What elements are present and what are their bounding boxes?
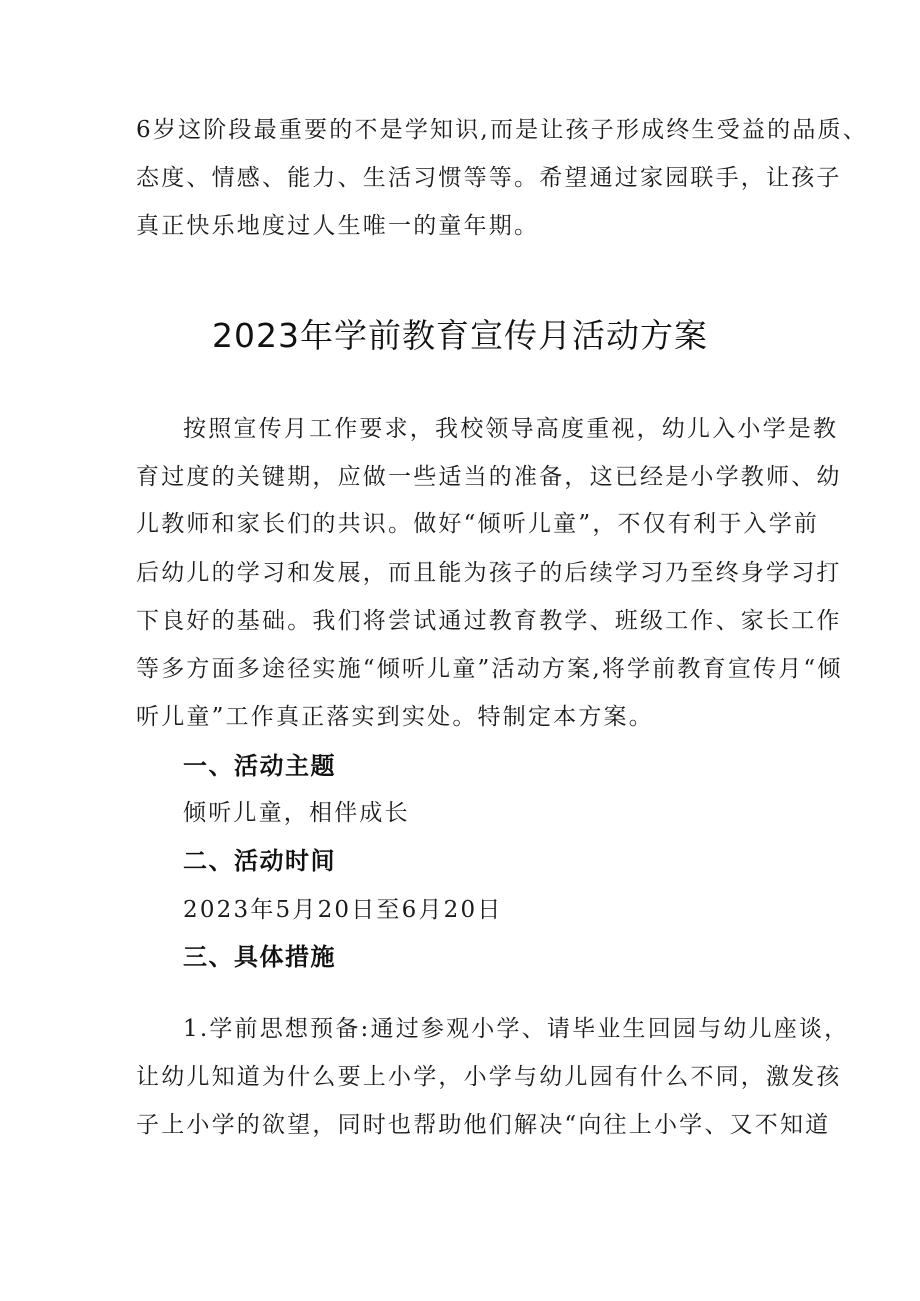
intro-line: 真正快乐地度过人生唯一的童年期。	[136, 213, 540, 239]
intro-line: 6岁这阶段最重要的不是学知识,而是让孩子形成终生受益的品质、	[136, 117, 868, 143]
body-line: 按照宣传月工作要求，我校领导高度重视，幼儿入小学是教	[183, 416, 839, 442]
measures-line: 1.学前思想预备:通过参观小学、请毕业生回园与幼儿座谈，	[183, 1016, 850, 1042]
body-line: 等多方面多途径实施“倾听儿童”活动方案,将学前教育宣传月“倾	[136, 656, 843, 682]
body-line: 下良好的基础。我们将尝试通过教育教学、班级工作、家长工作	[136, 608, 842, 634]
section-heading-measures: 三、具体措施	[183, 943, 336, 971]
document-title: 2023年学前教育宣传月活动方案	[212, 316, 708, 355]
section-heading-theme: 一、活动主题	[183, 752, 336, 780]
intro-line: 态度、情感、能力、生活习惯等等。希望通过家园联手，让孩子	[136, 165, 842, 191]
body-line: 听儿童”工作真正落实到实处。特制定本方案。	[136, 704, 654, 730]
section-content-theme: 倾听儿童，相伴成长	[183, 800, 410, 826]
section-heading-time: 二、活动时间	[183, 847, 336, 875]
body-line: 后幼儿的学习和发展，而且能为孩子的后续学习乃至终身学习打	[136, 560, 842, 586]
body-line: 儿教师和家长们的共识。做好“倾听儿童”，不仅有利于入学前	[136, 511, 820, 537]
section-content-time: 2023年5月20日至6月20日	[183, 897, 503, 923]
measures-line: 让幼儿知道为什么要上小学，小学与幼儿园有什么不同，激发孩	[136, 1064, 842, 1090]
measures-line: 子上小学的欲望，同时也帮助他们解决“向往上小学、又不知道	[136, 1112, 831, 1138]
body-line: 育过度的关键期，应做一些适当的准备，这已经是小学教师、幼	[136, 464, 842, 490]
